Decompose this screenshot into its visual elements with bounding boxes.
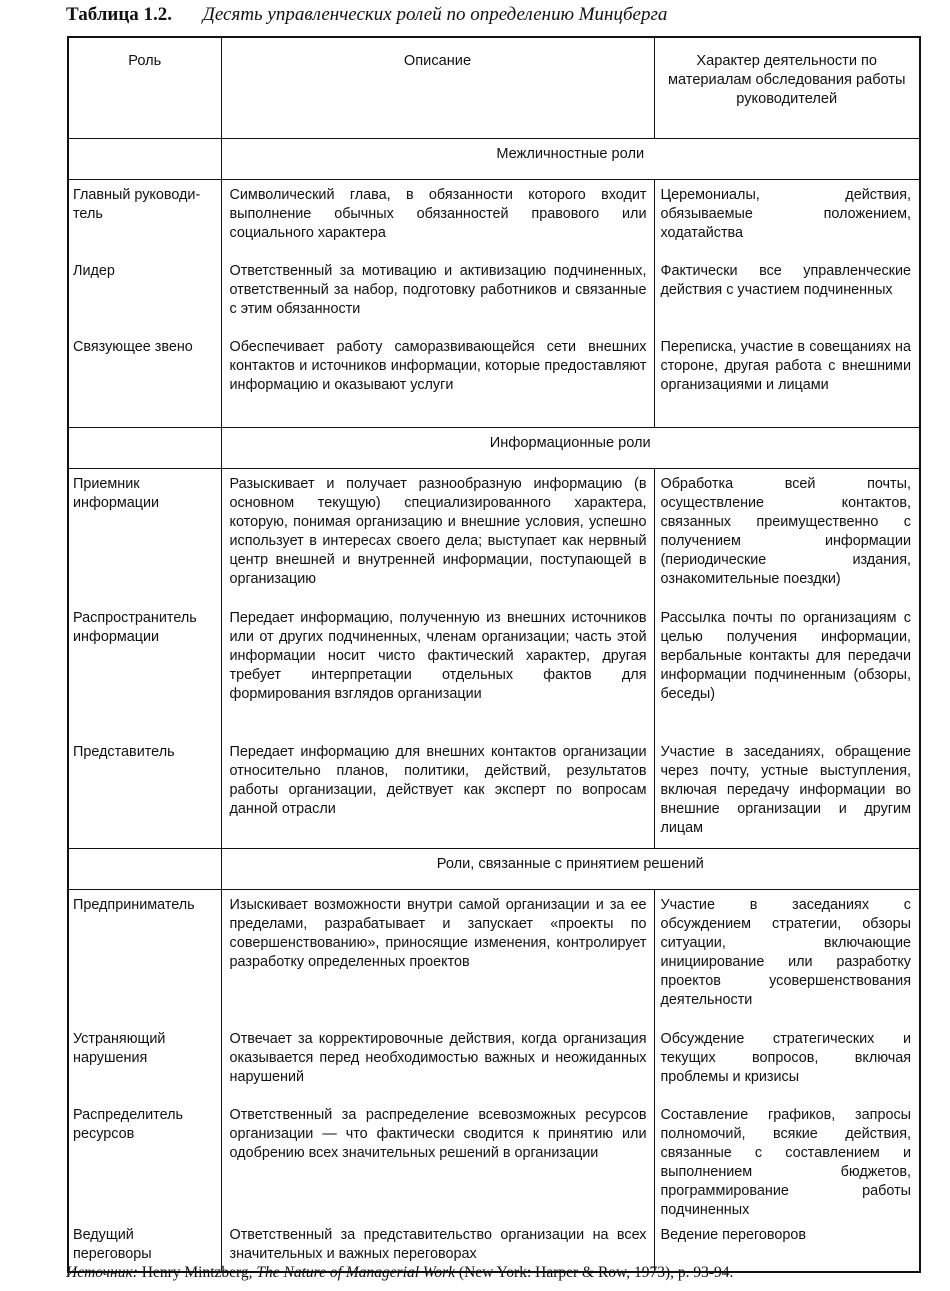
role-description: Передает информацию, полученную из внешних источников или от других подчиненных, членам организации; часть этой информации носит чисто фактический характер, другая требует интерпретации отдельных фактов для формирования взглядов организации xyxy=(221,603,654,737)
table-caption xyxy=(66,4,667,26)
header-role: Роль xyxy=(68,37,221,139)
source-label: Источник: xyxy=(66,1264,138,1281)
role-activity: Ведение переговоров xyxy=(654,1220,920,1272)
source-author: Henry Mintzberg, xyxy=(141,1264,253,1281)
roles-table xyxy=(67,36,921,1273)
role-description: Разыскивает и получает разнообразную информацию (в основном текущую) специализированного характера, которую, понимая организацию и внешние условия, успешно использует в интересах своего дела; выступает как нервный центр внешней и внутренней информации, поступающей в организацию xyxy=(221,469,654,603)
role-description: Ответственный за мотивацию и активизацию подчиненных, ответственный за набор, подготовку работников и связанные с этим обязанности xyxy=(221,256,654,332)
role-name: Распределитель ресурсов xyxy=(68,1100,221,1220)
role-description: Передает информацию для внешних контактов организации относительно планов, политики, действий, результатов работы организации, действует как эксперт по вопросам данной отрасли xyxy=(221,737,654,849)
role-description: Отвечает за корректировочные действия, когда организация оказывается перед необходимостью важных и неожиданных нарушений xyxy=(221,1024,654,1100)
role-name: Лидер xyxy=(68,256,221,332)
source-book: The Nature of Managerial Work xyxy=(256,1264,456,1281)
source-note xyxy=(66,1264,733,1282)
table-row xyxy=(68,256,920,332)
table-title: Десять управленческих ролей по определению Минцберга xyxy=(202,4,668,25)
table-row xyxy=(68,180,920,256)
table-row xyxy=(68,469,920,603)
table-row xyxy=(68,737,920,849)
role-activity: Составление графиков, запросы полномочий, всякие действия, связанные с составлением и выполнением бюджетов, программирование работы подчиненных xyxy=(654,1100,920,1220)
table-row xyxy=(68,603,920,737)
table-row xyxy=(68,332,920,428)
role-activity: Рассылка почты по организациям с целью получения информации, вербальные контакты для передачи информации подчиненным (обзоры, беседы) xyxy=(654,603,920,737)
role-description: Символический глава, в обязанности которого входит выполнение обычных обязанностей правового или социального характера xyxy=(221,180,654,256)
section-row xyxy=(68,139,920,180)
role-activity: Участие в заседаниях, обращение через почту, устные выступления, включая передачу информации во внешние организации и другим лицам xyxy=(654,737,920,849)
table-row xyxy=(68,1100,920,1220)
section-row xyxy=(68,849,920,890)
role-activity: Участие в заседаниях с обсуждением стратегии, обзоры ситуации, включающие инициирование или разработку проектов усовершенствования деятельности xyxy=(654,890,920,1024)
role-name: Связующее звено xyxy=(68,332,221,428)
section-row xyxy=(68,428,920,469)
section-title: Роли, связанные с принятием решений xyxy=(221,849,920,890)
table-row xyxy=(68,890,920,1024)
role-description: Ответственный за представительство организации на всех значительных и важных переговорах xyxy=(221,1220,654,1272)
role-activity: Обработка всей почты, осуществление контактов, связанных преимущественно с получением информации (периодические издания, ознакомительные поездки) xyxy=(654,469,920,603)
role-name: Ведущий переговоры xyxy=(68,1220,221,1272)
header-description: Описание xyxy=(221,37,654,139)
table-row xyxy=(68,1024,920,1100)
role-name: Главный руководи-тель xyxy=(68,180,221,256)
section-decisional xyxy=(68,849,920,1272)
role-activity: Фактически все управленческие действия с участием подчиненных xyxy=(654,256,920,332)
role-name: Распространитель информации xyxy=(68,603,221,737)
role-activity: Церемониалы, действия, обязываемые положением, ходатайства xyxy=(654,180,920,256)
role-name: Приемник информации xyxy=(68,469,221,603)
table-number: Таблица 1.2. xyxy=(66,4,173,25)
section-title: Межличностные роли xyxy=(221,139,920,180)
role-name: Предприниматель xyxy=(68,890,221,1024)
role-name: Устраняющий нарушения xyxy=(68,1024,221,1100)
role-description: Ответственный за распределение всевозможных ресурсов организации — что фактически сводится к принятию или одобрению всех значительных решений в организации xyxy=(221,1100,654,1220)
role-activity: Обсуждение стратегических и текущих вопросов, включая проблемы и кризисы xyxy=(654,1024,920,1100)
role-name: Представитель xyxy=(68,737,221,849)
source-publication: (New York: Harper & Row, 1973), p. 93-94. xyxy=(458,1264,734,1281)
header-activity: Характер деятельности по материалам обследования работы руководителей xyxy=(654,37,920,139)
section-interpersonal xyxy=(68,139,920,428)
role-description: Изыскивает возможности внутри самой организации и за ее пределами, разрабатывает и запускает «проекты по совершенствованию», приносящие изменения, контролирует разработку определенных проектов xyxy=(221,890,654,1024)
role-description: Обеспечивает работу саморазвивающейся сети внешних контактов и источников информации, которые предоставляют информацию и оказывают услуги xyxy=(221,332,654,428)
role-activity: Переписка, участие в совещаниях на стороне, другая работа с внешними организациями и лицами xyxy=(654,332,920,428)
section-informational xyxy=(68,428,920,849)
header-row xyxy=(68,37,920,139)
section-title: Информационные роли xyxy=(221,428,920,469)
